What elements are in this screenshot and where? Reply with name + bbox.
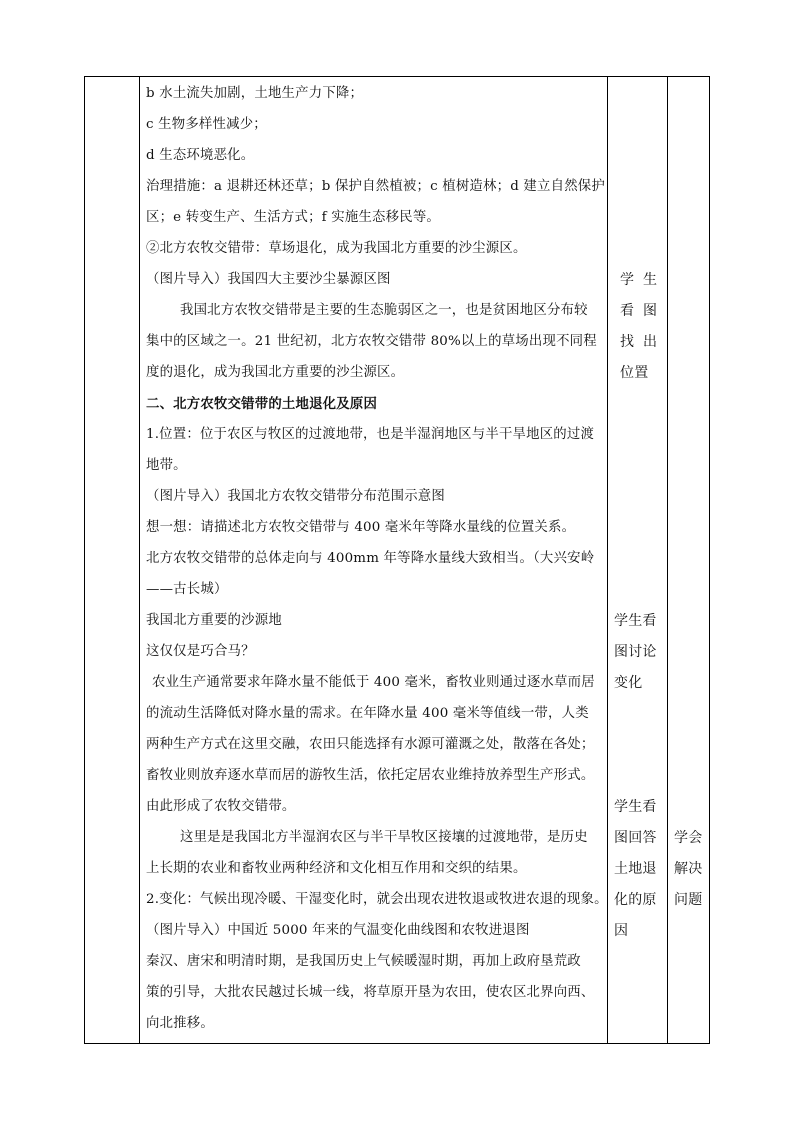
text-line: 这仅仅是巧合马？: [146, 644, 255, 659]
text-line: 地带。: [146, 458, 187, 473]
text-line: c 生物多样性减少；: [146, 117, 267, 132]
text-line: ——古长城）: [146, 582, 228, 597]
activity-text: 变化: [614, 675, 643, 691]
text-line: 想一想：请描述北方农牧交错带与 400 毫米年等降水量线的位置关系。: [146, 520, 576, 535]
activity-text: 图回答: [614, 830, 657, 846]
intent-text: 解决: [674, 861, 703, 877]
text-line: b 水土流失加剧，土地生产力下降；: [146, 86, 364, 101]
activity-text: 学生: [620, 272, 666, 288]
text-line: 秦汉、唐宋和明清时期，是我国历史上气候暖湿时期，再加上政府垦荒政: [146, 954, 581, 969]
text-line: 这里是是我国北方半湿润农区与半干旱牧区接壤的过渡地带，是历史: [180, 830, 588, 845]
text-line: （图片导入）中国近 5000 年来的气温变化曲线图和农牧进退图: [146, 923, 530, 938]
text-line: 2.变化：气候出现冷暖、干湿变化时，就会出现农进牧退或牧进农退的现象。: [146, 892, 608, 907]
column-divider: [667, 77, 668, 1043]
text-line: （图片导入）我国北方农牧交错带分布范围示意图: [146, 489, 445, 504]
text-line: 治理措施：a 退耕还林还草；b 保护自然植被；c 植树造林；d 建立自然保护: [146, 179, 605, 194]
text-line: d 生态环境恶化。: [146, 148, 255, 163]
activity-text: 看图: [620, 303, 666, 319]
text-line: 两种生产方式在这里交融，农田只能选择有水源可灌溉之处，散落在各处；: [146, 737, 595, 752]
text-line: 我国北方重要的沙源地: [146, 613, 282, 628]
text-line: ②北方农牧交错带：草场退化，成为我国北方重要的沙尘源区。: [146, 241, 527, 256]
text-line: 北方农牧交错带的总体走向与 400mm 年等降水量线大致相当。（大兴安岭: [146, 551, 595, 566]
activity-text: 土地退: [614, 861, 657, 877]
activity-text: 因: [614, 923, 629, 939]
activity-text: 图讨论: [614, 644, 657, 660]
column-divider: [139, 77, 140, 1043]
text-line: 畜牧业则放弃逐水草而居的游牧生活，依托定居农业维持放养型生产形式。: [146, 768, 595, 783]
text-line: 农业生产通常要求年降水量不能低于 400 毫米，畜牧业则通过逐水草而居: [152, 675, 595, 690]
intent-text: 学会: [674, 830, 703, 846]
intent-text: 问题: [674, 892, 703, 908]
text-line: 向北推移。: [146, 1016, 214, 1031]
section-heading: 二、北方农牧交错带的土地退化及原因: [146, 396, 378, 412]
text-line: （图片导入）我国四大主要沙尘暴源区图: [146, 272, 391, 287]
text-line: 的流动生活降低对降水量的需求。在年降水量 400 毫米等值线一带，人类: [146, 706, 589, 721]
activity-text: 化的原: [614, 892, 657, 908]
text-line: 1.位置：位于农区与牧区的过渡地带，也是半湿润地区与半干旱地区的过渡: [146, 427, 595, 442]
activity-text: 学生看: [614, 799, 657, 815]
activity-text: 学生看: [614, 613, 657, 629]
text-line: 区；e 转变生产、生活方式；f 实施生态移民等。: [146, 210, 441, 225]
text-line: 度的退化，成为我国北方重要的沙尘源区。: [146, 365, 405, 380]
activity-text: 位置: [620, 365, 649, 381]
text-line: 策的引导，大批农民越过长城一线，将草原开垦为农田，使农区北界向西、: [146, 985, 595, 1000]
activity-text: 找出: [620, 334, 666, 350]
text-line: 上长期的农业和畜牧业两种经济和文化相互作用和交织的结果。: [146, 861, 527, 876]
text-line: 我国北方农牧交错带是主要的生态脆弱区之一，也是贫困地区分布较: [180, 303, 588, 318]
text-line: 集中的区域之一。21 世纪初，北方农牧交错带 80%以上的草场出现不同程: [146, 334, 597, 349]
text-line: 由此形成了农牧交错带。: [146, 799, 296, 814]
